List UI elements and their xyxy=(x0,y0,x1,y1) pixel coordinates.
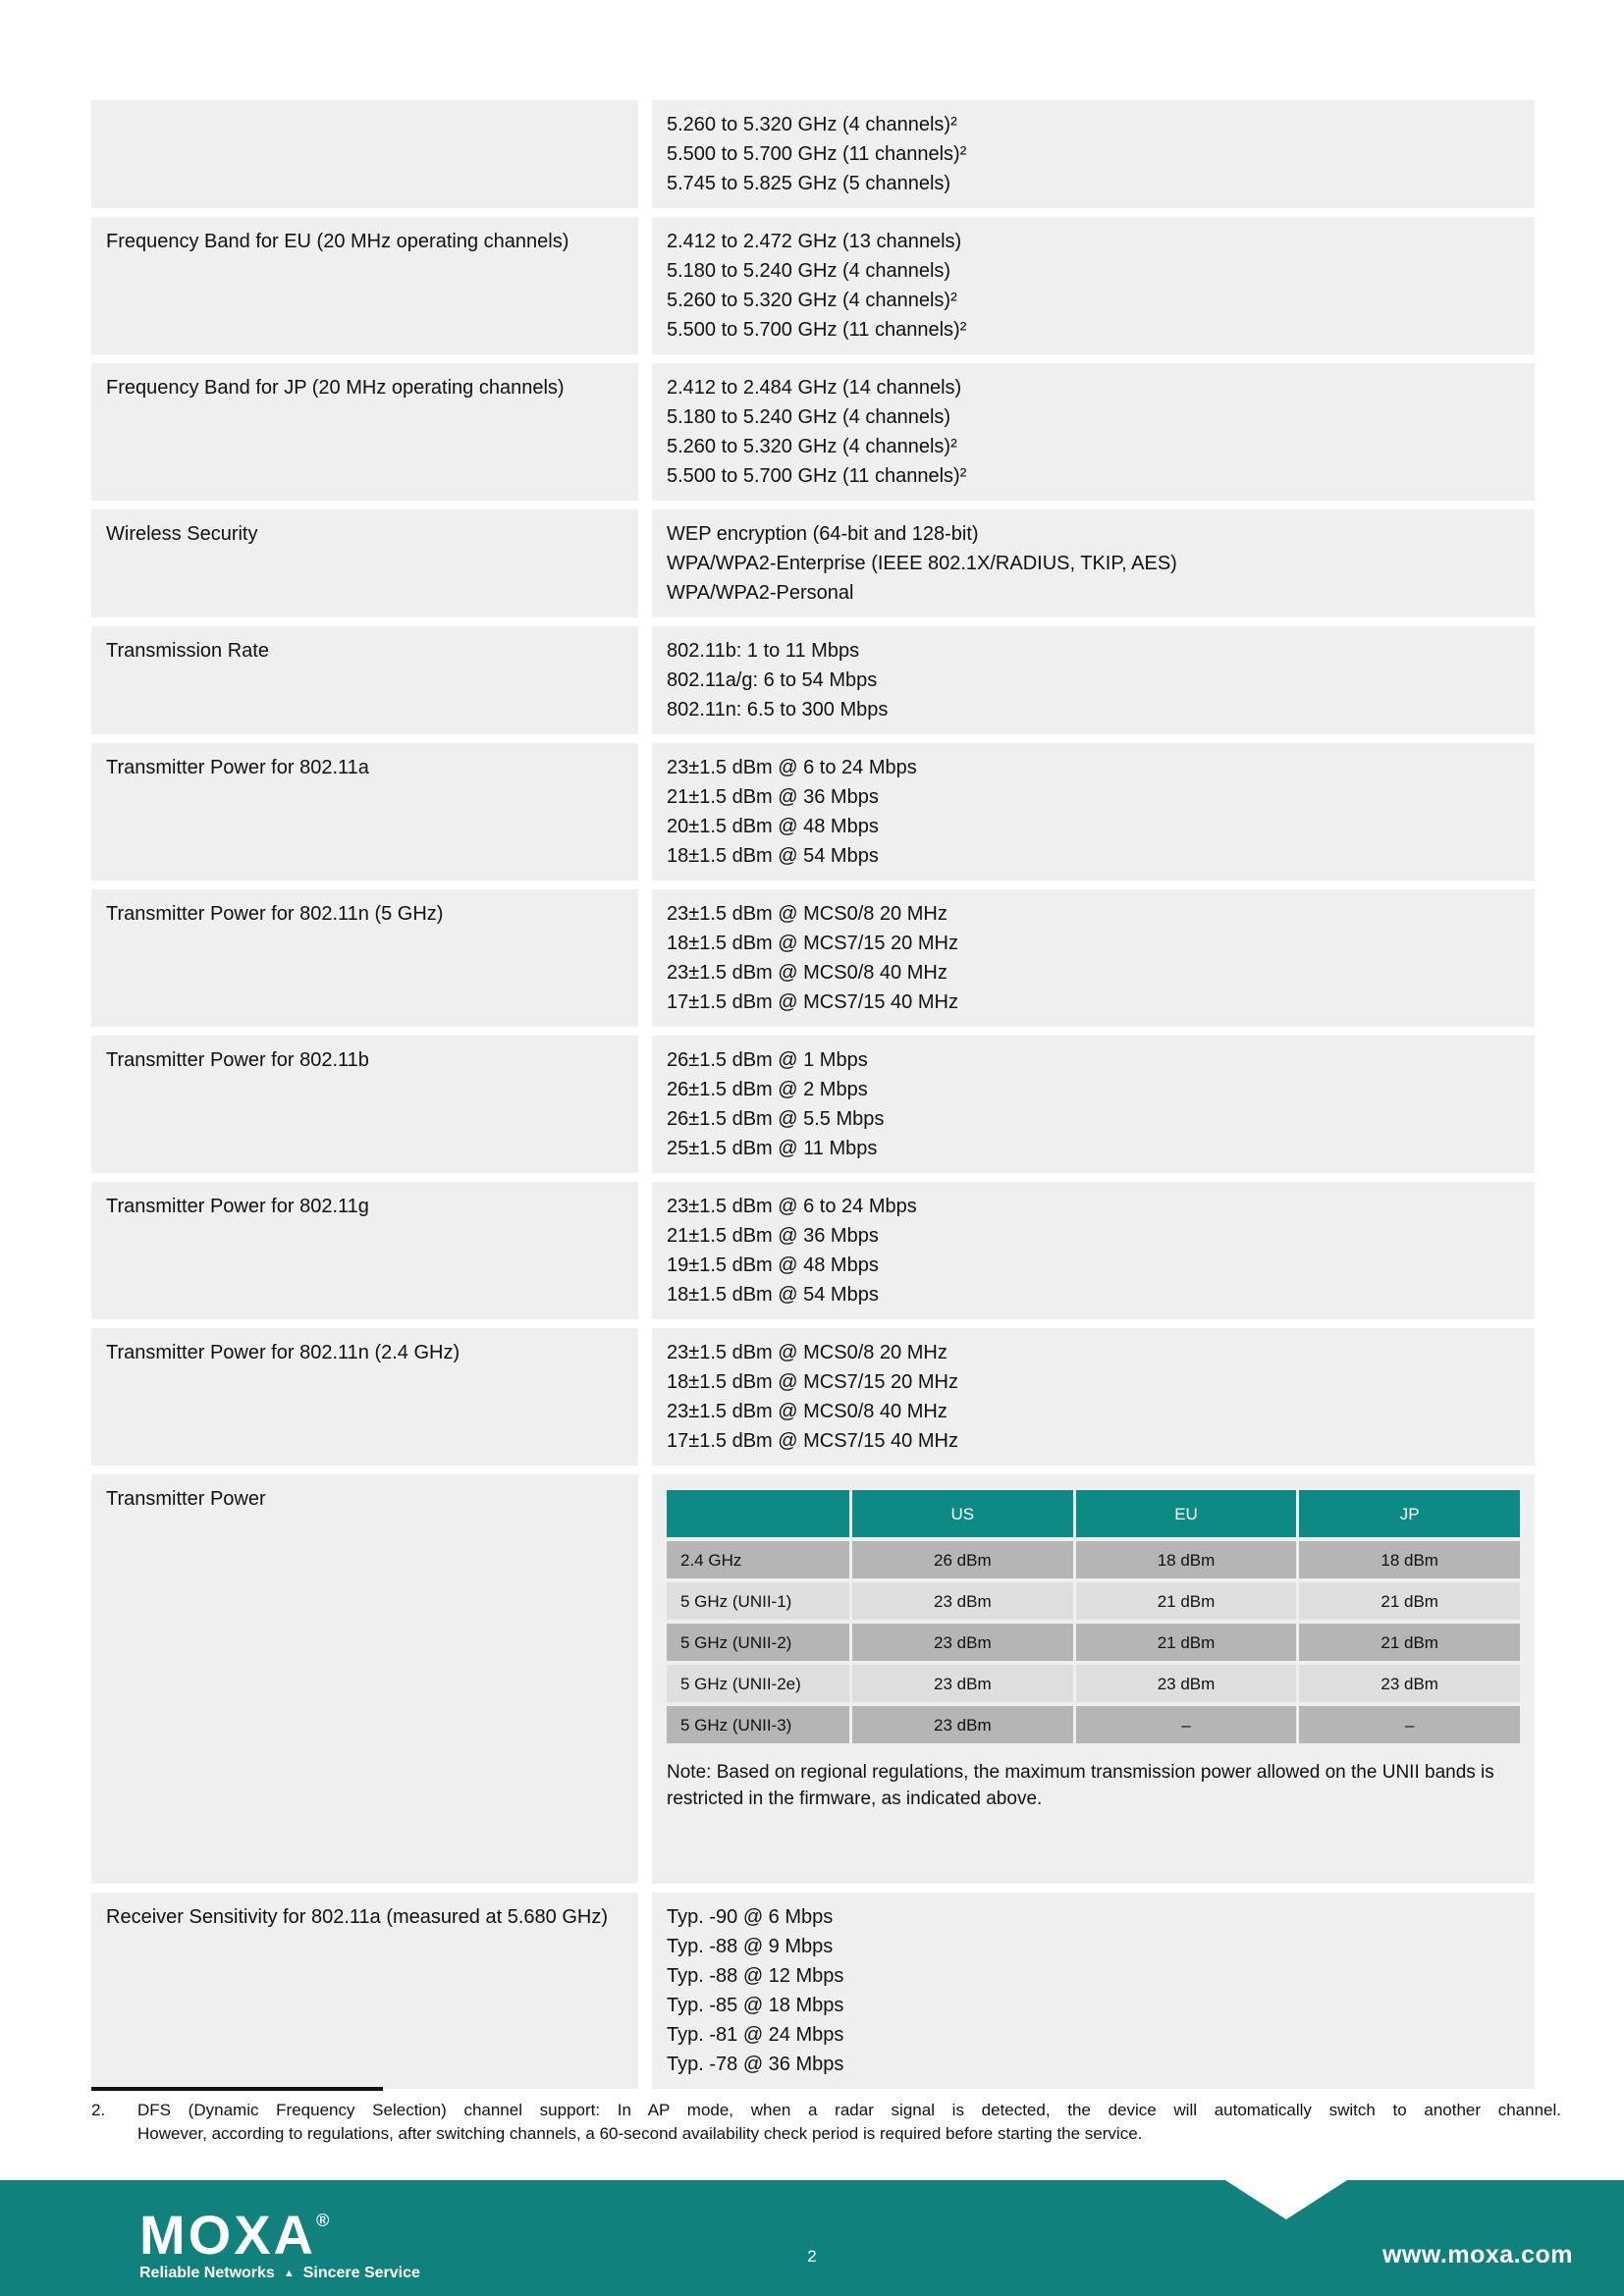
tx-power-note: Note: Based on regional regulations, the maximum transmission power allowed on the UNII bands is restricted in the firmware, as indicated above. xyxy=(667,1762,1494,1809)
page-footer xyxy=(0,2180,1624,2296)
spec-row-value-cell xyxy=(652,363,1535,501)
spec-value-line: 26±1.5 dBm @ 5.5 Mbps xyxy=(667,1108,885,1130)
footnote xyxy=(91,2087,1561,2146)
spec-value-line: 18±1.5 dBm @ MCS7/15 20 MHz xyxy=(667,1371,958,1393)
tx-table-cell: – xyxy=(1076,1706,1297,1743)
spec-row-label-cell xyxy=(91,509,638,617)
tx-table-cell: 23 dBm xyxy=(852,1624,1073,1661)
spec-value-line: 26±1.5 dBm @ 1 Mbps xyxy=(667,1049,868,1071)
tx-table-header-us: US xyxy=(852,1490,1073,1537)
spec-value-line: 802.11b: 1 to 11 Mbps xyxy=(667,640,860,662)
spec-value-line: 26±1.5 dBm @ 2 Mbps xyxy=(667,1079,868,1100)
spec-row-value-cell xyxy=(652,889,1535,1027)
spec-row-label: Transmitter Power xyxy=(106,1488,266,1510)
tx-table-cell: 21 dBm xyxy=(1299,1624,1520,1661)
triangle-icon: ▲ xyxy=(283,2267,295,2279)
spec-value-line: 5.260 to 5.320 GHz (4 channels)² xyxy=(667,436,957,457)
spec-value-line: 23±1.5 dBm @ MCS0/8 20 MHz xyxy=(667,903,947,925)
tx-table-cell: 23 dBm xyxy=(852,1665,1073,1702)
spec-row-value-cell xyxy=(652,1893,1535,2089)
tx-table-band-label: 5 GHz (UNII-3) xyxy=(667,1706,849,1743)
spec-value-line: 23±1.5 dBm @ 6 to 24 Mbps xyxy=(667,1196,917,1217)
spec-value-line: 5.500 to 5.700 GHz (11 channels)² xyxy=(667,143,967,165)
spec-row-label: Transmission Rate xyxy=(106,640,269,662)
tx-table-cell: 23 dBm xyxy=(852,1706,1073,1743)
tx-table-cell: 23 dBm xyxy=(1299,1665,1520,1702)
spec-row-value-cell xyxy=(652,743,1535,881)
spec-value-line: 21±1.5 dBm @ 36 Mbps xyxy=(667,1225,879,1247)
footnote-rule xyxy=(91,2087,383,2091)
spec-row xyxy=(91,1893,1535,2089)
tx-table-row xyxy=(667,1582,1520,1620)
spec-value-line: 18±1.5 dBm @ MCS7/15 20 MHz xyxy=(667,933,958,954)
tx-table-row xyxy=(667,1706,1520,1743)
tx-table-header-eu: EU xyxy=(1076,1490,1297,1537)
spec-row xyxy=(91,1474,1535,1884)
spec-value-line: 19±1.5 dBm @ 48 Mbps xyxy=(667,1255,879,1276)
tx-table-header-row xyxy=(667,1490,1520,1537)
spec-row-label-cell xyxy=(91,363,638,501)
spec-value-line: Typ. -88 @ 12 Mbps xyxy=(667,1965,844,1987)
footnote-line-1: DFS (Dynamic Frequency Selection) channel support: In AP mode, when a radar signal is detected, the device will automatically switch to another channel. xyxy=(137,2101,1561,2119)
spec-value-line: 802.11a/g: 6 to 54 Mbps xyxy=(667,669,878,691)
spec-row xyxy=(91,217,1535,354)
moxa-logo-text: MOXA xyxy=(139,2204,316,2266)
spec-row xyxy=(91,100,1535,208)
spec-row-label-cell xyxy=(91,1328,638,1466)
spec-value-line: WEP encryption (64-bit and 128-bit) xyxy=(667,523,979,545)
spec-row xyxy=(91,1182,1535,1319)
spec-row-label: Transmitter Power for 802.11a xyxy=(106,757,369,778)
tx-table-cell: 21 dBm xyxy=(1076,1582,1297,1620)
spec-value-line: 23±1.5 dBm @ MCS0/8 40 MHz xyxy=(667,1401,947,1422)
spec-row-label: Transmitter Power for 802.11n (5 GHz) xyxy=(106,903,444,925)
spec-table xyxy=(91,100,1535,2089)
spec-row-label-cell xyxy=(91,1182,638,1319)
spec-value-line: 18±1.5 dBm @ 54 Mbps xyxy=(667,1284,879,1306)
spec-value-line: 5.180 to 5.240 GHz (4 channels) xyxy=(667,406,951,428)
spec-row-label: Wireless Security xyxy=(106,523,258,545)
tx-table-cell: 18 dBm xyxy=(1076,1541,1297,1578)
tx-table-band-label: 5 GHz (UNII-1) xyxy=(667,1582,849,1620)
tx-table-row xyxy=(667,1541,1520,1578)
spec-row-value-cell xyxy=(652,626,1535,734)
spec-row-label: Frequency Band for JP (20 MHz operating channels) xyxy=(106,377,565,399)
spec-row-label-cell xyxy=(91,1893,638,2089)
spec-row-value-cell xyxy=(652,1328,1535,1466)
spec-row xyxy=(91,1036,1535,1173)
spec-row-label-cell xyxy=(91,217,638,354)
spec-row-label: Transmitter Power for 802.11b xyxy=(106,1049,369,1071)
spec-row xyxy=(91,509,1535,617)
spec-row-value-cell xyxy=(652,100,1535,208)
footnote-number: 2. xyxy=(91,2101,106,2119)
spec-row-value-cell xyxy=(652,217,1535,354)
spec-value-line: 23±1.5 dBm @ MCS0/8 40 MHz xyxy=(667,962,947,984)
spec-row xyxy=(91,363,1535,501)
spec-value-line: 2.412 to 2.484 GHz (14 channels) xyxy=(667,377,962,399)
spec-value-line: Typ. -78 @ 36 Mbps xyxy=(667,2054,844,2075)
website-url[interactable]: www.moxa.com xyxy=(1381,2241,1573,2269)
footnote-line-2: However, according to regulations, after switching channels, a 60-second availability check period is required before starting the service. xyxy=(137,2124,1143,2143)
tagline-right: Sincere Service xyxy=(302,2265,420,2281)
spec-value-line: Typ. -81 @ 24 Mbps xyxy=(667,2024,844,2046)
spec-value-line: 20±1.5 dBm @ 48 Mbps xyxy=(667,816,879,837)
spec-value-line: WPA/WPA2-Personal xyxy=(667,582,854,604)
spec-value-line: 5.500 to 5.700 GHz (11 channels)² xyxy=(667,319,967,341)
tx-table-cell: 26 dBm xyxy=(852,1541,1073,1578)
transmitter-power-table xyxy=(667,1490,1520,1743)
spec-value-line: 23±1.5 dBm @ MCS0/8 20 MHz xyxy=(667,1342,947,1363)
spec-value-line: WPA/WPA2-Enterprise (IEEE 802.1X/RADIUS, TKIP, AES) xyxy=(667,553,1177,574)
tx-table-header-jp: JP xyxy=(1299,1490,1520,1537)
spec-value-line: 5.260 to 5.320 GHz (4 channels)² xyxy=(667,290,957,311)
spec-row-label-cell xyxy=(91,743,638,881)
tx-table-band-label: 5 GHz (UNII-2e) xyxy=(667,1665,849,1702)
spec-row-label: Transmitter Power for 802.11n (2.4 GHz) xyxy=(106,1342,460,1363)
footnote-text xyxy=(137,2099,1561,2146)
spec-value-line: Typ. -88 @ 9 Mbps xyxy=(667,1936,834,1957)
spec-value-line: 17±1.5 dBm @ MCS7/15 40 MHz xyxy=(667,1430,958,1452)
page-number: 2 xyxy=(807,2247,817,2266)
spec-row-label: Frequency Band for EU (20 MHz operating channels) xyxy=(106,231,569,252)
moxa-logo xyxy=(139,2194,420,2282)
moxa-tagline xyxy=(139,2265,420,2282)
tx-table-cell: 21 dBm xyxy=(1299,1582,1520,1620)
tx-table-cell: 23 dBm xyxy=(852,1582,1073,1620)
spec-row xyxy=(91,626,1535,734)
spec-row xyxy=(91,1328,1535,1466)
spec-row-label-cell xyxy=(91,1036,638,1173)
tx-table-band-label: 2.4 GHz xyxy=(667,1541,849,1578)
spec-row xyxy=(91,889,1535,1027)
tx-table-cell: – xyxy=(1299,1706,1520,1743)
spec-value-line: 18±1.5 dBm @ 54 Mbps xyxy=(667,845,879,867)
spec-row xyxy=(91,743,1535,881)
spec-value-line: 5.500 to 5.700 GHz (11 channels)² xyxy=(667,465,967,487)
spec-value-line: 17±1.5 dBm @ MCS7/15 40 MHz xyxy=(667,991,958,1013)
spec-value-line: 2.412 to 2.472 GHz (13 channels) xyxy=(667,231,962,252)
spec-value-line: 5.180 to 5.240 GHz (4 channels) xyxy=(667,260,951,282)
spec-value-line: 25±1.5 dBm @ 11 Mbps xyxy=(667,1138,878,1159)
tagline-left: Reliable Networks xyxy=(139,2265,275,2281)
spec-value-line: Typ. -90 @ 6 Mbps xyxy=(667,1906,834,1928)
tx-table-row xyxy=(667,1624,1520,1661)
tx-table-row xyxy=(667,1665,1520,1702)
spec-row-label-cell xyxy=(91,100,638,208)
spec-row-label-cell xyxy=(91,626,638,734)
spec-value-line: 5.260 to 5.320 GHz (4 channels)² xyxy=(667,114,957,135)
spec-row-label: Receiver Sensitivity for 802.11a (measured at 5.680 GHz) xyxy=(106,1906,608,1928)
spec-row-value-cell xyxy=(652,1474,1535,1884)
tx-table-header-blank xyxy=(667,1490,849,1537)
spec-value-line: 23±1.5 dBm @ 6 to 24 Mbps xyxy=(667,757,917,778)
spec-value-line: 5.745 to 5.825 GHz (5 channels) xyxy=(667,173,951,194)
spec-row-label-cell xyxy=(91,1474,638,1884)
spec-value-line: 21±1.5 dBm @ 36 Mbps xyxy=(667,786,879,808)
spec-row-value-cell xyxy=(652,509,1535,617)
spec-row-value-cell xyxy=(652,1182,1535,1319)
spec-row-value-cell xyxy=(652,1036,1535,1173)
tx-table-cell: 18 dBm xyxy=(1299,1541,1520,1578)
spec-value-line: 802.11n: 6.5 to 300 Mbps xyxy=(667,699,889,721)
spec-row-label-cell xyxy=(91,889,638,1027)
spec-value-line: Typ. -85 @ 18 Mbps xyxy=(667,1995,844,2016)
footer-notch-icon xyxy=(1225,2180,1347,2219)
spec-row-label: Transmitter Power for 802.11g xyxy=(106,1196,369,1217)
tx-table-band-label: 5 GHz (UNII-2) xyxy=(667,1624,849,1661)
tx-table-cell: 23 dBm xyxy=(1076,1665,1297,1702)
tx-table-cell: 21 dBm xyxy=(1076,1624,1297,1661)
registered-trademark-icon: ® xyxy=(316,2211,330,2230)
